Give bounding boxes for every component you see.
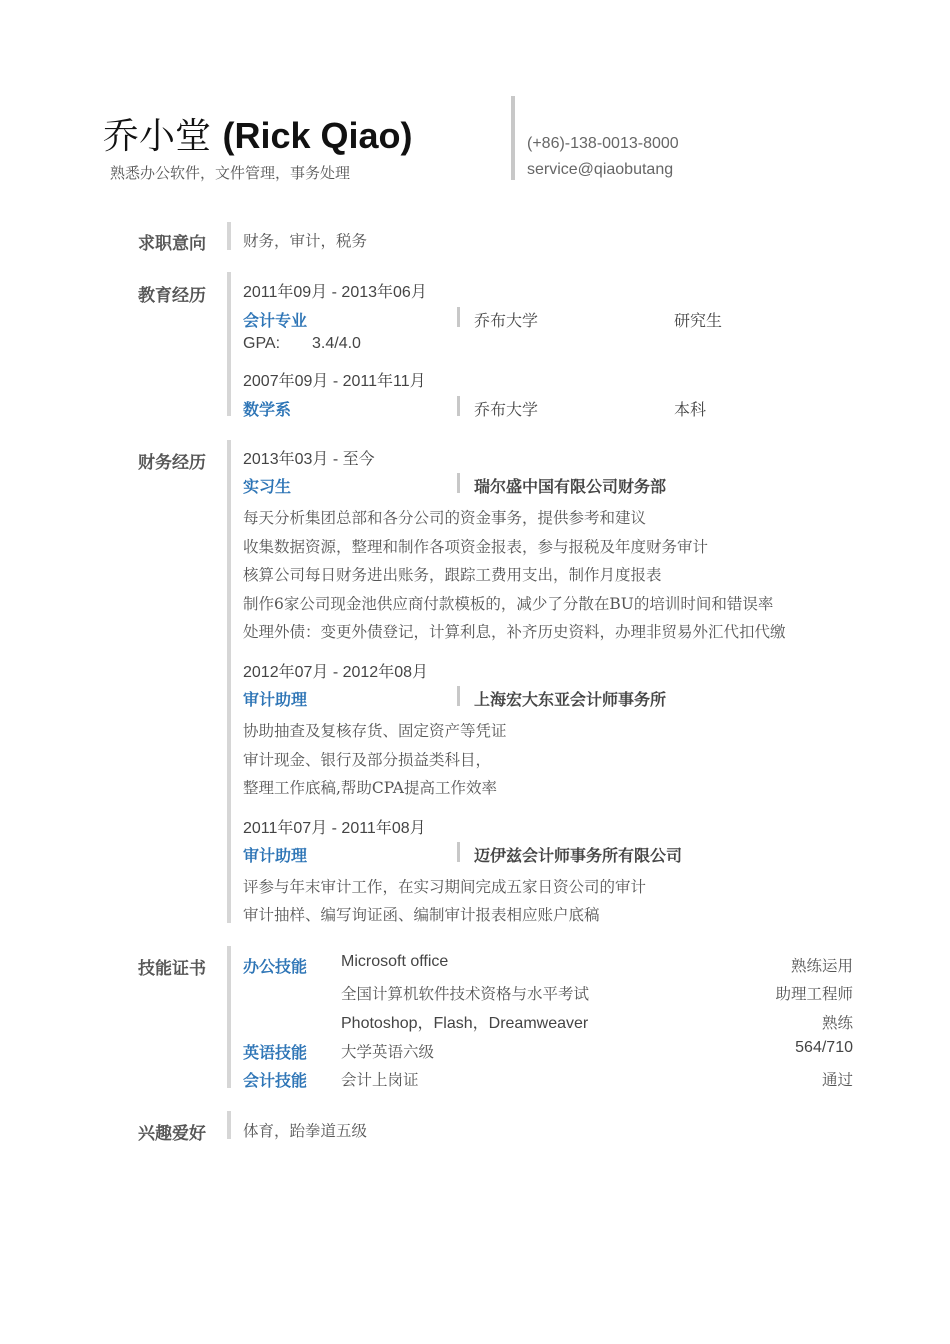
job-duty: 协助抽查及复核存货、固定资产等凭证 [243,722,507,740]
skill-name: 全国计算机软件技术资格与水平考试 [341,985,590,1003]
education-period: 2011年09月 - 2013年06月 [243,284,427,301]
job-company: 迈伊兹会计师事务所有限公司 [474,846,683,865]
job-duty: 审计现金、银行及部分损益类科目， [243,751,492,769]
separator [457,396,460,416]
gpa-label: GPA: [243,335,281,352]
separator [457,686,460,706]
job-duty: 整理工作底稿,帮助CPA提高工作效率 [243,779,497,797]
job-company: 上海宏大东亚会计师事务所 [474,690,667,709]
education-major: 会计专业 [243,311,308,330]
objective-text: 财务，审计，税务 [243,232,368,250]
section-label-education: 教育经历 [138,286,206,306]
skill-category: 英语技能 [243,1043,308,1062]
job-duty: 收集数据资源，整理和制作各项资金报表，参与报税及年度财务审计 [243,538,709,556]
job-period: 2013年03月 - 至今 [243,451,375,468]
job-role: 实习生 [243,477,292,496]
hobbies-text: 体育，跆拳道五级 [243,1122,368,1140]
education-school: 乔布大学 [474,400,539,419]
skill-level: 通过 [821,1071,853,1089]
section-bar-objective [227,222,231,250]
tagline: 熟悉办公软件，文件管理，事务处理 [110,164,351,182]
section-label-hobbies: 兴趣爱好 [138,1124,206,1144]
skill-level: 助理工程师 [775,985,853,1003]
skill-name: 大学英语六级 [341,1043,435,1061]
skill-level: 熟练运用 [790,957,853,975]
section-label-objective: 求职意向 [138,234,206,254]
section-label-skills: 技能证书 [138,959,206,979]
skill-level: 564/710 [795,1039,853,1056]
job-duty: 制作6家公司现金池供应商付款模板的，减少了分散在BU的培训时间和错误率 [243,595,774,613]
gpa-value: 3.4/4.0 [312,335,361,352]
education-major: 数学系 [243,400,292,419]
section-label-experience: 财务经历 [138,453,206,473]
education-degree: 本科 [674,400,707,419]
skill-category: 办公技能 [243,957,308,976]
separator [457,307,460,327]
job-period: 2011年07月 - 2011年08月 [243,820,426,837]
job-period: 2012年07月 - 2012年08月 [243,664,429,681]
separator [457,473,460,493]
header-divider [511,96,515,180]
name-cn: 乔小堂 [103,116,223,157]
job-duty: 处理外债：变更外债登记，计算利息，补齐历史资料，办理非贸易外汇代扣代缴 [243,623,786,641]
job-role: 审计助理 [243,690,308,709]
section-bar-education [227,272,231,416]
skill-name: Microsoft office [341,953,449,970]
candidate-name [103,108,413,159]
education-school: 乔布大学 [474,311,539,330]
section-bar-skills [227,946,231,1088]
job-duty: 评参与年末审计工作，在实习期间完成五家日资公司的审计 [243,878,647,896]
phone-number: (+86)-138-0013-8000 [527,135,679,152]
education-period: 2007年09月 - 2011年11月 [243,373,426,390]
skill-name: 会计上岗证 [341,1071,419,1089]
separator [457,842,460,862]
job-duty: 审计抽样、编写询证函、编制审计报表相应账户底稿 [243,906,600,924]
skill-level: 熟练 [821,1014,853,1032]
job-role: 审计助理 [243,846,308,865]
email-address: service@qiaobutang [527,161,674,178]
skill-name: Photoshop，Flash，Dreamweaver [341,1015,589,1032]
job-duty: 每天分析集团总部和各分公司的资金事务，提供参考和建议 [243,509,647,527]
job-company: 瑞尔盛中国有限公司财务部 [474,477,667,496]
section-bar-experience [227,440,231,923]
job-duty: 核算公司每日财务进出账务，跟踪工费用支出，制作月度报表 [243,566,662,584]
skill-category: 会计技能 [243,1071,308,1090]
name-en: (Rick Qiao) [222,115,413,156]
section-bar-hobbies [227,1111,231,1139]
education-degree: 研究生 [674,311,723,330]
